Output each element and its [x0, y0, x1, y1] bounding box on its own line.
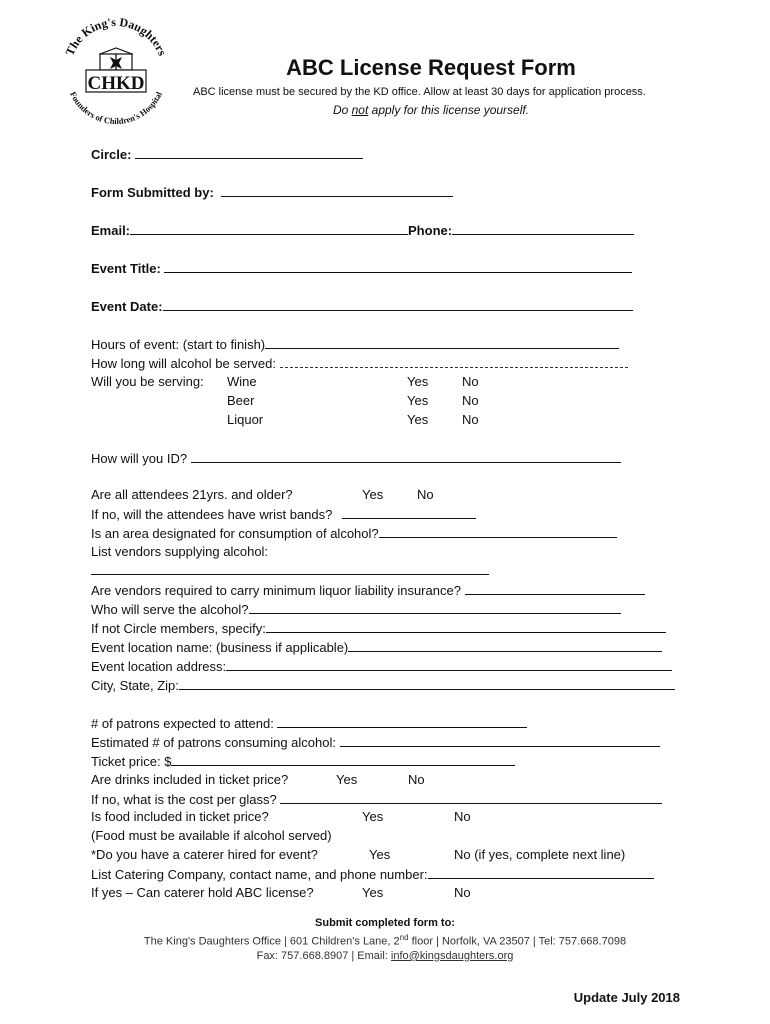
page-subtitle: ABC license must be secured by the KD office. Allow at least 30 days for application process.: [193, 86, 646, 98]
serving-beer-yes[interactable]: Yes: [407, 393, 429, 408]
caterer-hired-yes[interactable]: Yes: [369, 847, 391, 862]
logo-ring-bottom-text: Founders of Children's Hospital: [68, 89, 164, 127]
city-state-zip-field: [91, 677, 675, 693]
location-name-input[interactable]: [348, 639, 662, 652]
page-note: Do not apply for this license yourself.: [332, 103, 530, 117]
submitted-by-field: [91, 184, 453, 200]
patrons-expected-input[interactable]: [277, 715, 527, 728]
caterer-abc-label: If yes – Can caterer hold ABC license?: [91, 885, 314, 900]
location-address-field: [91, 658, 672, 674]
vendors-insurance-label: Are vendors required to carry minimum liquor liability insurance?: [91, 583, 461, 598]
location-name-field: [91, 639, 662, 655]
catering-company-field: [91, 866, 654, 882]
patrons-consuming-input[interactable]: [340, 734, 660, 747]
email-phone-field: [91, 222, 634, 238]
email-input[interactable]: [130, 222, 408, 235]
how-id-input[interactable]: [191, 450, 621, 463]
who-serve-input[interactable]: [249, 601, 621, 614]
caterer-abc-no[interactable]: No: [454, 885, 471, 900]
page-title: ABC License Request Form: [286, 55, 576, 80]
cost-per-glass-label: If no, what is the cost per glass?: [91, 792, 277, 807]
event-title-input[interactable]: [164, 260, 632, 273]
food-note: (Food must be available if alcohol served): [91, 828, 332, 843]
ticket-price-field: [91, 753, 515, 769]
caterer-hired-label: *Do you have a caterer hired for event?: [91, 847, 318, 862]
how-long-label: How long will alcohol be served:: [91, 356, 276, 371]
event-date-input[interactable]: [163, 298, 633, 311]
location-address-label: Event location address:: [91, 659, 227, 674]
food-included-no[interactable]: No: [454, 809, 471, 824]
area-designated-field: [91, 525, 617, 541]
catering-company-label: List Catering Company, contact name, and phone number:: [91, 867, 428, 882]
if-not-circle-input[interactable]: [266, 620, 666, 633]
logo-ring-top-text: The King's Daughters: [62, 14, 170, 58]
phone-input[interactable]: [452, 222, 634, 235]
caterer-abc-yes[interactable]: Yes: [362, 885, 384, 900]
patrons-expected-field: [91, 715, 527, 731]
patrons-consuming-label: Estimated # of patrons consuming alcohol:: [91, 735, 336, 750]
serving-liquor-yes[interactable]: Yes: [407, 412, 429, 427]
event-date-label: Event Date:: [91, 299, 163, 314]
serving-beer-label: Beer: [227, 393, 255, 408]
serving-liquor-label: Liquor: [227, 412, 264, 427]
food-included-yes[interactable]: Yes: [362, 809, 384, 824]
area-designated-input[interactable]: [379, 525, 617, 538]
event-title-field: [91, 260, 632, 276]
email-label: Email:: [91, 223, 131, 238]
drinks-included-yes[interactable]: Yes: [336, 772, 358, 787]
how-long-field: [91, 355, 628, 371]
wrist-bands-input[interactable]: [342, 506, 476, 519]
serving-liquor-no[interactable]: No: [462, 412, 479, 427]
if-not-circle-label: If not Circle members, specify:: [91, 621, 266, 636]
phone-label: Phone:: [408, 223, 453, 238]
event-title-label: Event Title:: [91, 261, 161, 276]
who-serve-label: Who will serve the alcohol?: [91, 602, 249, 617]
update-date: Update July 2018: [573, 990, 680, 1005]
serving-label: Will you be serving:: [91, 374, 204, 389]
event-date-field: [91, 298, 633, 314]
list-vendors-label: List vendors supplying alcohol:: [91, 544, 269, 559]
email-link[interactable]: info@kingsdaughters.org: [390, 950, 514, 962]
wrist-bands-field: [91, 506, 476, 522]
hours-field: [91, 336, 619, 352]
serving-beer-no[interactable]: No: [462, 393, 479, 408]
cost-per-glass-input[interactable]: [280, 791, 662, 804]
fax-email: Fax: 757.668.8907 | Email: info@kingsdaughters.org: [256, 950, 514, 962]
ticket-price-label: Ticket price: $: [91, 754, 172, 769]
caterer-hired-no[interactable]: No (if yes, complete next line): [454, 847, 626, 862]
patrons-consuming-field: [91, 734, 660, 750]
hours-label: Hours of event: (start to finish): [91, 337, 266, 352]
submitted-by-label: Form Submitted by:: [91, 185, 214, 200]
catering-company-input[interactable]: [428, 866, 654, 879]
who-serve-field: [91, 601, 621, 617]
hours-input[interactable]: [265, 336, 619, 349]
cost-per-glass-field: [91, 791, 662, 807]
serving-wine-yes[interactable]: Yes: [407, 374, 429, 389]
circle-label: Circle:: [91, 147, 132, 162]
how-long-input[interactable]: [280, 355, 628, 368]
attendees-21-yes[interactable]: Yes: [362, 487, 384, 502]
patrons-expected-label: # of patrons expected to attend:: [91, 716, 274, 731]
list-vendors-input[interactable]: [91, 562, 489, 575]
serving-wine-label: Wine: [227, 374, 257, 389]
if-not-circle-field: [91, 620, 666, 636]
wrist-bands-label: If no, will the attendees have wrist bands?: [91, 507, 333, 522]
food-included-label: Is food included in ticket price?: [91, 809, 269, 824]
submitted-by-input[interactable]: [221, 184, 453, 197]
circle-input[interactable]: [135, 146, 363, 159]
list-vendors-field: [91, 562, 489, 578]
attendees-21-no[interactable]: No: [417, 487, 434, 502]
vendors-insurance-input[interactable]: [465, 582, 645, 595]
circle-field: [91, 146, 363, 162]
how-id-field: [91, 450, 621, 466]
drinks-included-label: Are drinks included in ticket price?: [91, 772, 289, 787]
vendors-insurance-field: [91, 582, 645, 598]
attendees-21-label: Are all attendees 21yrs. and older?: [91, 487, 293, 502]
city-state-zip-input[interactable]: [179, 677, 675, 690]
drinks-included-no[interactable]: No: [408, 772, 425, 787]
how-id-label: How will you ID?: [91, 451, 188, 466]
location-address-input[interactable]: [226, 658, 672, 671]
area-designated-label: Is an area designated for consumption of alcohol?: [91, 526, 379, 541]
serving-wine-no[interactable]: No: [462, 374, 479, 389]
location-name-label: Event location name: (business if applicable): [91, 640, 349, 655]
office-address: The King's Daughters Office | 601 Children's Lane, 2nd floor | Norfolk, VA 23507 | Tel: 757.668.7098: [143, 933, 627, 948]
logo-monogram: CHKD: [87, 73, 145, 94]
city-state-zip-label: City, State, Zip:: [91, 678, 179, 693]
ticket-price-input[interactable]: [171, 753, 515, 766]
submit-heading: Submit completed form to:: [315, 917, 455, 929]
